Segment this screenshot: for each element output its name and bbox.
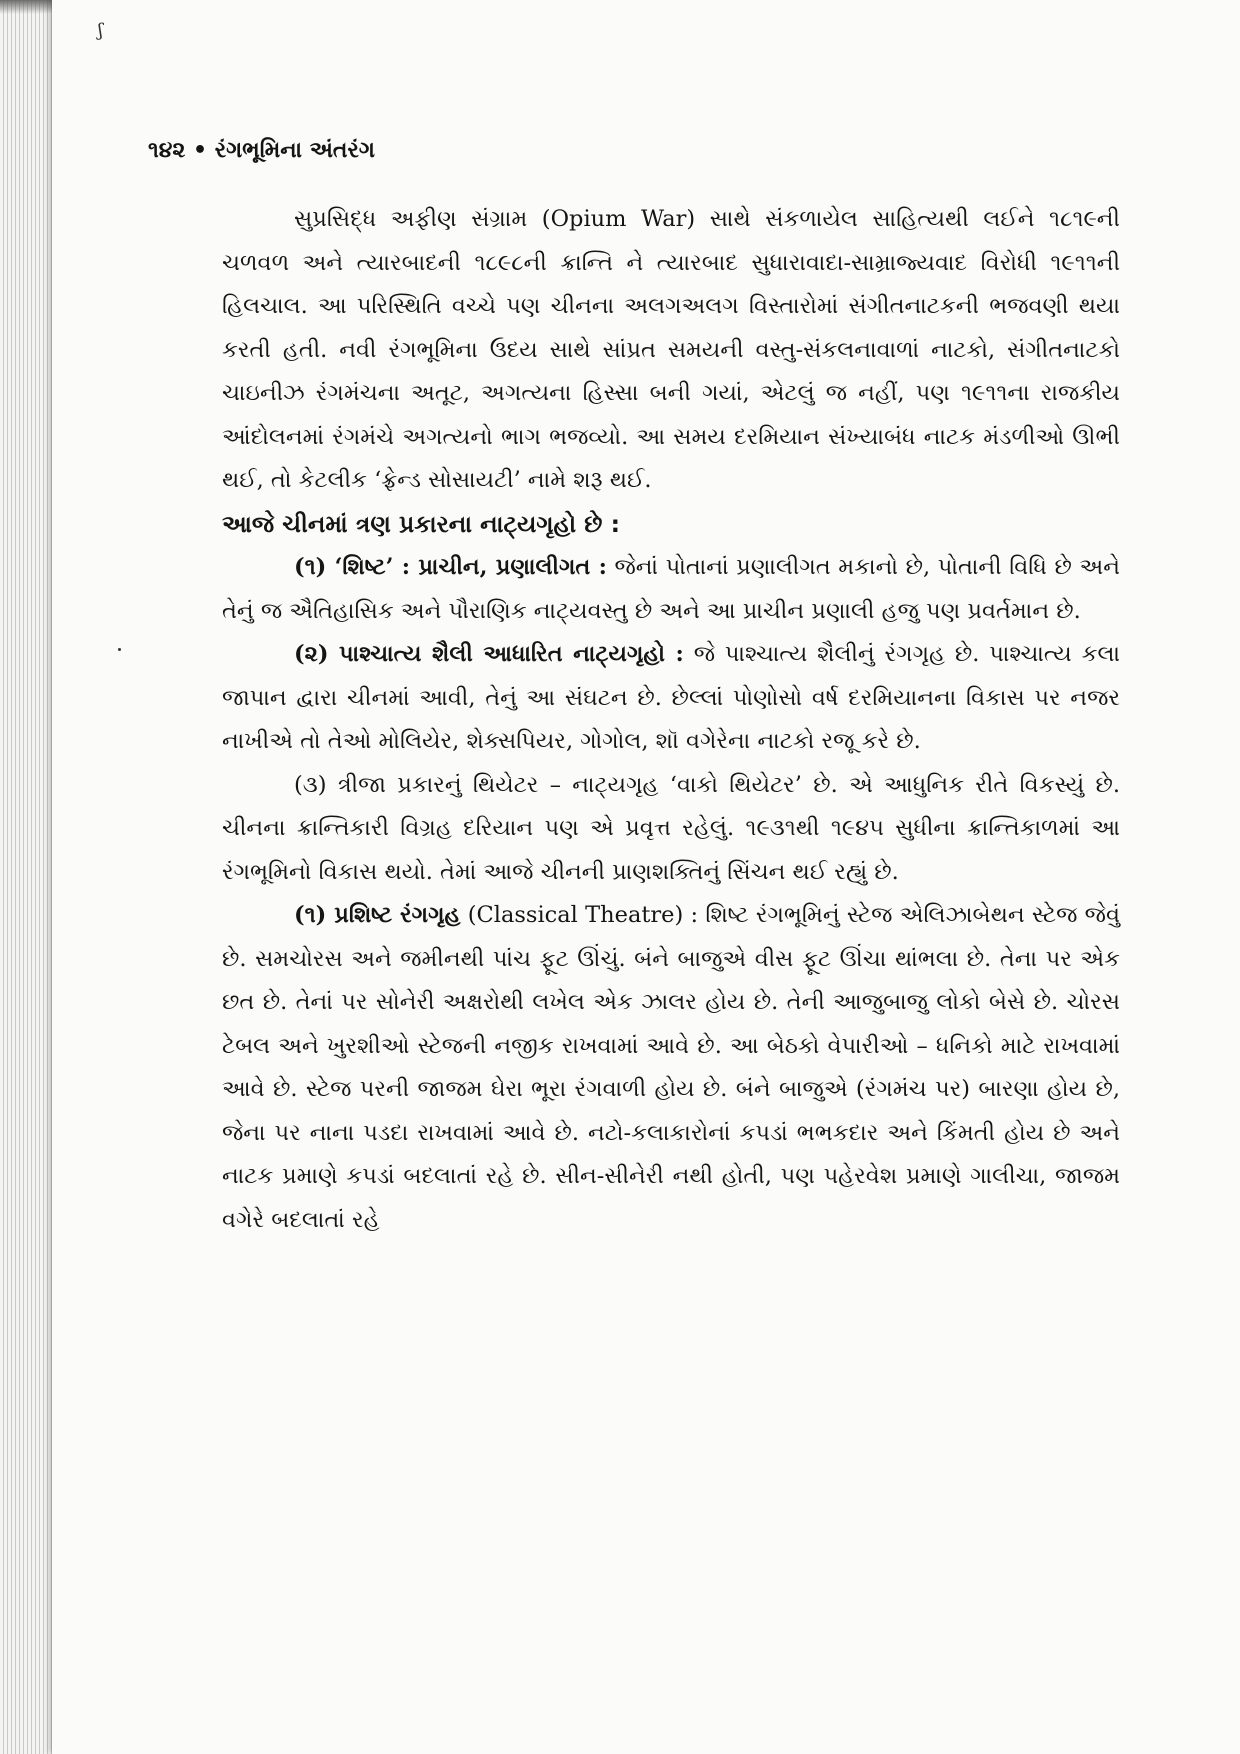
- corner-mark: ʃ: [98, 20, 103, 41]
- margin-dot: [118, 648, 121, 651]
- item-western-text: જે પાશ્ચાત્ય શૈલીનું રંગગૃહ છે. પાશ્ચાત્ય કલા જાપાન દ્વારા ચીનમાં આવી, તેનું આ સંઘટન છે. છેલ્લાં પોણોસો વર્ષ દરમિયાનના વિકાસ પર નજર નાખીએ તો તેઓ મોલિયેર, શેક્સપિયર, ગોગોલ, શૉ વગેરેના નાટકો રજૂ કરે છે.: [222, 641, 1120, 754]
- item-western-term: (૨) પાશ્ચાત્ય શૈલી આધારિત નાટ્યગૃહો :: [294, 641, 684, 667]
- item-classical-theatre-text: (Classical Theatre) : શિષ્ટ રંગભૂમિનું સ્ટેજ એલિઝાબેથન સ્ટેજ જેવું છે. સમચોરસ અને જમીનથી પાંચ ફૂટ ઊંચું. બંને બાજુએ વીસ ફૂટ ઊંચા થાંભલા છે. તેના પર એક છત છે. તેનાં પર સોનેરી અક્ષરોથી લખેલ એક ઝાલર હોય છે. તેની આજુબાજુ લોકો બેસે છે. ચોરસ ટેબલ અને ખુરશીઓ સ્ટેજની નજીક રાખવામાં આવે છે. આ બેઠકો વેપારીઓ – ધનિકો માટે રાખવામાં આવે છે. સ્ટેજ પરની જાજમ ઘેરા ભૂરા રંગવાળી હોય છે. બંને બાજુએ (રંગમંચ પર) બારણા હોય છે, જેના પર નાના પડદા રાખવામાં આવે છે. નટો-કલાકારોનાં કપડાં ભભકદાર અને કિંમતી હોય છે અને નાટક પ્રમાણે કપડાં બદલાતાં રહે છે. સીન-સીનેરી નથી હોતી, પણ પહેરવેશ પ્રમાણે ગાલીચા, જાજમ વગેરે બદલાતાં રહે: [222, 902, 1120, 1233]
- item-classical: [222, 546, 1120, 633]
- running-head: ૧૪૨ • રંગભૂમિના અંતરંગ: [148, 138, 375, 163]
- item-classical-theatre: [222, 894, 1120, 1242]
- item-classical-theatre-term: (૧) પ્રશિષ્ટ રંગગૃહ: [294, 902, 461, 928]
- item-classical-text: જેનાં પોતાનાં પ્રણાલીગત મકાનો છે, પોતાની વિધિ છે અને તેનું જ ઐતિહાસિક અને પૌરાણિક નાટ્યવસ્તુ છે અને આ પ્રાચીન પ્રણાલી હજુ પણ પ્રવર્તમાન છે.: [222, 554, 1120, 624]
- item-classical-term: (૧) ‘શિષ્ટ’ : પ્રાચીન, પ્રણાલીગત :: [294, 554, 607, 580]
- section-heading: આજે ચીનમાં ત્રણ પ્રકારના નાટ્યગૃહો છે :: [222, 509, 621, 538]
- item-western: [222, 633, 1120, 764]
- paragraph-opium-war: સુપ્રસિદ્ધ અફીણ સંગ્રામ (Opium War) સાથે સંકળાયેલ સાહિત્યથી લઈને ૧૮૧૯ની ચળવળ અને ત્યારબાદની ૧૮૯૮ની ક્રાન્તિ ને ત્યારબાદ સુધારાવાદા-સામ્રાજ્યવાદ વિરોધી ૧૯૧૧ની હિલચાલ. આ પરિસ્થિતિ વચ્ચે પણ ચીનના અલગઅલગ વિસ્તારોમાં સંગીતનાટકની ભજવણી થયા કરતી હતી. નવી રંગભૂમિના ઉદય સાથે સાંપ્રત સમયની વસ્તુ-સંકલનાવાળાં નાટકો, સંગીતનાટકો ચાઇનીઝ રંગમંચના અતૂટ, અગત્યના હિસ્સા બની ગયાં, એટલું જ નહીં, પણ ૧૯૧૧ના રાજકીય આંદોલનમાં રંગમંચે અગત્યનો ભાગ ભજવ્યો. આ સમય દરમિયાન સંખ્યાબંધ નાટક મંડળીઓ ઊભી થઈ, તો કેટલીક ‘ફ્રેન્ડ સોસાયટી’ નામે શરૂ થઈ.: [222, 206, 1120, 493]
- page-content: [222, 198, 1120, 1242]
- book-page-edges: [0, 0, 60, 1754]
- item-third-theatre: (૩) ત્રીજા પ્રકારનું થિયેટર – નાટ્યગૃહ ‘વાકો થિયેટર’ છે. એ આધુનિક રીતે વિકસ્યું છે. ચીનના ક્રાન્તિકારી વિગ્રહ દરિયાન પણ એ પ્રવૃત્ત રહેલું. ૧૯૩૧થી ૧૯૪૫ સુધીના ક્રાન્તિકાળમાં આ રંગભૂમિનો વિકાસ થયો. તેમાં આજે ચીનની પ્રાણશક્તિનું સિંચન થઈ રહ્યું છે.: [222, 771, 1120, 885]
